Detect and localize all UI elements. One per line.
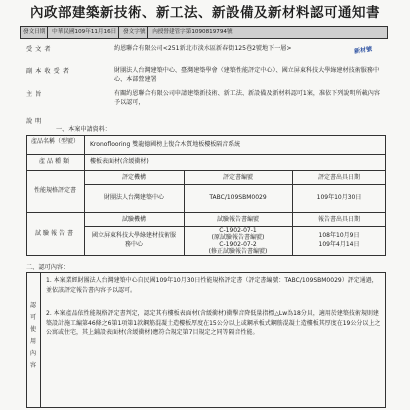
cert-institution: 財團法人台灣建築中心 [103, 194, 164, 201]
doc-number-value: 內授營建管字第1090819794號 [152, 29, 233, 35]
approval-side-label: 認可使用內容 [29, 302, 36, 369]
stamp-mark: 新材號 [353, 45, 373, 56]
table-divider [26, 154, 386, 155]
recipient-value: 約恩聯合有限公司<251新北市淡水區新春街125巷2號地下一層> [114, 45, 292, 52]
test-number-2: C-1902-07-2 [219, 241, 257, 248]
description-label: 說明 [26, 118, 45, 125]
test-header-institution: 試驗機構 [121, 216, 146, 223]
description-item: 一、本案申請資料： [56, 126, 111, 133]
cert-header-date: 評定書出具日期 [317, 174, 360, 181]
document-title: 內政部建築新技術、新工法、新設備及新材料認可通知書 [30, 5, 380, 21]
test-date-2: 109年4月14日 [318, 241, 360, 248]
divider [118, 27, 119, 38]
subject-value: 有關約恩聯合有限公司申請建築新技術、新工法、新設備及新材料認可1案，准依下列說明所載內容予以認可， [114, 90, 380, 106]
doc-number-label: 發文字號 [123, 29, 146, 35]
product-name-value: Kronoflooring 雙龍德國榜上復合木質地板樓板隔音系統 [90, 141, 241, 148]
divider [147, 27, 148, 38]
cert-header-institution: 評定機構 [121, 174, 146, 181]
cert-number: TABC/109SBM0029 [209, 194, 267, 201]
product-category-value: 樓板表面材(含緩衝材) [90, 158, 149, 165]
product-category-label: 產品種類 [38, 158, 71, 165]
test-institution: 國立屏東科技大學綠建材技術服務中心 [91, 232, 176, 248]
product-name-label: 產品名稱（型號） [30, 138, 79, 145]
test-header-date: 報告書出具日期 [317, 216, 360, 223]
table-divider [184, 170, 185, 256]
meta-bar [20, 26, 388, 39]
approval-divider [40, 272, 41, 408]
approval-paragraph-2: 2. 本案產品依性能規格評定書判定，認定其有樓板表面材(含緩衝材)衝擊音降低量指標△Lw為18分貝，適用於建築技術規則建築設計施工編第46條之6第1項第1款鋼筋混凝土造樓板厚度在15公分以上或鋼承板式鋼筋混凝土造樓板其厚度在19公分以上之公寓或住宅，其上鋪設表面材(含緩衝材)應符合規定第7目規定之同等隔音性能。 [46, 310, 381, 337]
cert-date: 109年10月30日 [316, 194, 362, 201]
test-header-number: 試驗報告書編號 [216, 216, 259, 223]
cc-label: 副本收受者 [26, 68, 72, 75]
divider [47, 27, 48, 38]
table-divider [26, 170, 386, 171]
approval-paragraph-1: 1. 本案業經財團法人台灣建築中心自民國109年10月30日性能規格評定書（評定書編號：TABC/109SBM0029）評定通過，並依該評定報告書內容予以認可。 [46, 277, 378, 294]
cc-value: 財團法人台灣建築中心、臺灣建築學會（建築性能評定中心）、國立屏東科技大學綠建材技術服務中心、本部營建署 [114, 67, 380, 83]
test-number-1: C-1902-07-1 [219, 227, 257, 234]
test-number-1-note: (原試驗報告書編號) [211, 234, 265, 241]
table-divider [26, 212, 386, 213]
subject-label: 主旨 [26, 91, 45, 98]
issue-date-value: 中華民國109年11月16日 [52, 29, 117, 35]
test-date-1: 108年10月9日 [318, 232, 360, 239]
cert-header-number: 評定書編號 [222, 174, 253, 181]
recipient-label: 受文者 [26, 46, 54, 53]
approval-heading: 二、認可內容： [26, 264, 70, 271]
issue-date-label: 發文日期 [23, 29, 46, 35]
table-divider [292, 170, 293, 256]
test-number-2-note: (修正試驗報告書編號) [208, 248, 268, 255]
cert-label: 性能規格評定書 [33, 187, 76, 194]
table-divider [84, 184, 386, 185]
test-report-label: 試驗報告書 [34, 230, 75, 237]
